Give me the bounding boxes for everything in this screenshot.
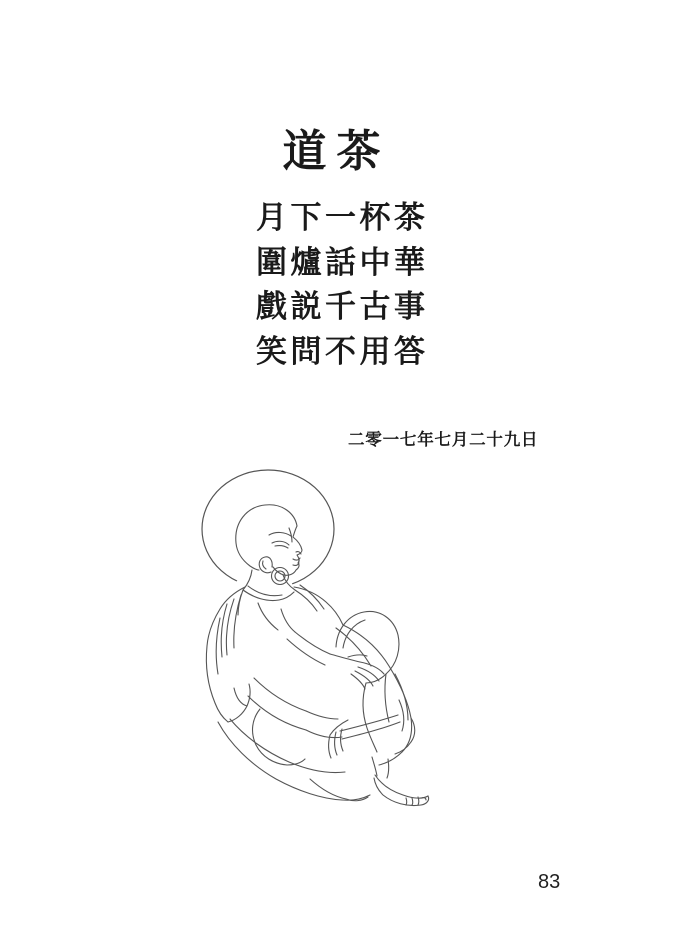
poem [256, 196, 429, 374]
poem-line-2: 圍爐話中華 [256, 244, 429, 281]
poem-date: 二零一七年七月二十九日 [348, 430, 539, 449]
monk-illustration [190, 468, 450, 848]
page-number: 83 [538, 871, 561, 893]
poem-title: 道茶 [282, 126, 391, 178]
poem-line-1: 月下一杯茶 [256, 200, 429, 236]
poem-line-4: 笑問不用答 [256, 333, 429, 370]
poem-line-3: 戲説千古事 [256, 289, 429, 325]
monk-illustration-svg [190, 468, 450, 848]
